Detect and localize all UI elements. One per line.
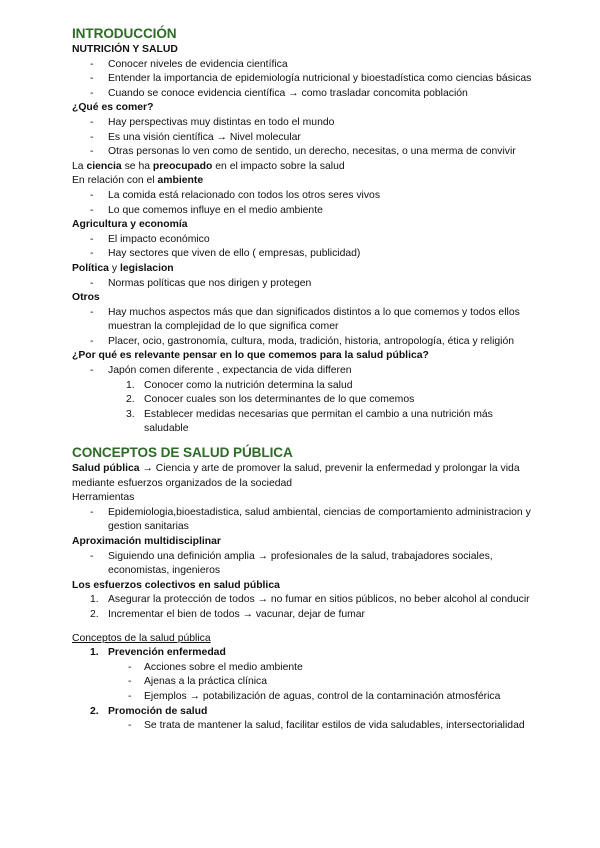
subheading-politica bbox=[72, 262, 532, 277]
subheading-esfuerzos: Los esfuerzos colectivos en salud pública bbox=[72, 579, 280, 591]
numbered-heading bbox=[72, 646, 532, 661]
text-fragment: La bbox=[72, 160, 87, 172]
bold-fragment: Salud pública bbox=[72, 463, 140, 475]
section-title-introduccion: INTRODUCCIÓN bbox=[72, 26, 177, 41]
item-number: 2. bbox=[90, 608, 99, 620]
politica-list bbox=[72, 277, 532, 292]
bold-fragment: legislacion bbox=[119, 262, 174, 274]
list-item: - Conocer niveles de evidencia científica bbox=[72, 58, 532, 73]
numbered-item bbox=[72, 408, 532, 437]
bold-fragment: Política bbox=[72, 262, 109, 274]
promocion-list bbox=[72, 719, 532, 734]
prevencion-list bbox=[72, 661, 532, 705]
nutricion-list bbox=[72, 58, 532, 102]
list-item: - Acciones sobre el medio ambiente bbox=[72, 661, 532, 676]
otros-list bbox=[72, 306, 532, 350]
aproximacion-list bbox=[72, 550, 532, 579]
salud-publica-definition bbox=[72, 462, 532, 491]
item-text: Conocer cuales son los determinantes de lo que comemos bbox=[144, 394, 415, 406]
item-number: 1. bbox=[90, 647, 99, 659]
bold-fragment: ambiente bbox=[157, 175, 204, 187]
item-number: 2. bbox=[90, 705, 99, 717]
item-text: Asegurar la protección de todos → no fumar en sitios públicos, no beber alcohol al conducir bbox=[108, 594, 530, 606]
list-item: - El impacto económico bbox=[72, 233, 532, 248]
item-number: 1. bbox=[126, 379, 135, 391]
document-page bbox=[72, 25, 532, 734]
section-title-conceptos: CONCEPTOS DE SALUD PÚBLICA bbox=[72, 445, 293, 461]
text-fragment: y bbox=[108, 262, 120, 274]
numbered-heading bbox=[72, 705, 532, 720]
relevante-list bbox=[72, 364, 532, 379]
subheading-aproximacion: Aproximación multidisciplinar bbox=[72, 536, 221, 547]
list-item: - Hay sectores que viven de ello ( empresas, publicidad) bbox=[72, 247, 532, 262]
item-text: Conocer como la nutrición determina la salud bbox=[144, 379, 353, 391]
subheading-conceptos-salud-publica: Conceptos de la salud pública bbox=[72, 632, 211, 644]
comer-list bbox=[72, 116, 532, 160]
ambiente-line bbox=[72, 174, 532, 189]
list-item: - Siguiendo una definición amplia → profesionales de la salud, trabajadores sociales, economistas, ingenieros bbox=[72, 550, 532, 579]
ambiente-list bbox=[72, 189, 532, 218]
numbered-item bbox=[72, 608, 532, 623]
list-item: - Es una visión científica → Nivel molecular bbox=[72, 131, 532, 146]
herramientas-list bbox=[72, 506, 532, 535]
numbered-item bbox=[72, 393, 532, 408]
item-number: 3. bbox=[126, 408, 135, 420]
subheading-que-es-comer: ¿Qué es comer? bbox=[72, 102, 154, 114]
list-item: - Lo que comemos influye en el medio ambiente bbox=[72, 204, 532, 219]
item-text: Incrementar el bien de todos → vacunar, dejar de fumar bbox=[108, 608, 366, 620]
text-fragment: → Ciencia y arte de promover la salud, prevenir la enfermedad y prolongar la vida mediante esfuerzos organizados de la sociedad bbox=[72, 463, 520, 489]
list-item: - Otras personas lo ven como de sentido, un derecho, necesitas, o una merma de convivir bbox=[72, 145, 532, 160]
item-number: 2. bbox=[126, 394, 135, 406]
promocion-heading-list bbox=[72, 705, 532, 720]
spacer bbox=[72, 623, 532, 632]
numbered-item bbox=[72, 379, 532, 394]
subheading-agricultura: Agricultura y economía bbox=[72, 219, 188, 231]
text-fragment: en el impacto sobre la salud bbox=[212, 160, 345, 172]
list-item: - Ejemplos → potabilización de aguas, control de la contaminación atmosférica bbox=[72, 690, 532, 705]
agricultura-list bbox=[72, 233, 532, 262]
item-text: Establecer medidas necesarias que permitan el cambio a una nutrición más saludable bbox=[144, 408, 493, 435]
list-item: - Hay muchos aspectos más que dan significados distintos a lo que comemos y todos ellos muestran la complejidad de lo que significa comer bbox=[72, 306, 532, 335]
prevencion-heading-list bbox=[72, 646, 532, 661]
subheading-otros: Otros bbox=[72, 292, 100, 304]
list-item: - Placer, ocio, gastronomía, cultura, moda, tradición, historia, antropología, ética y religión bbox=[72, 335, 532, 350]
list-item: - Hay perspectivas muy distintas en todo el mundo bbox=[72, 116, 532, 131]
list-item: - Se trata de mantener la salud, facilitar estilos de vida saludables, intersectorialidad bbox=[72, 719, 532, 734]
item-text: Prevención enfermedad bbox=[108, 647, 226, 659]
relevante-numbered-list bbox=[72, 379, 532, 437]
list-item: - La comida está relacionado con todos los otros seres vivos bbox=[72, 189, 532, 204]
text-fragment: En relación con el bbox=[72, 175, 158, 187]
subheading-nutricion-salud: NUTRICIÓN Y SALUD bbox=[72, 44, 178, 55]
list-item: - Japón comen diferente , expectancia de vida differen bbox=[72, 364, 532, 379]
subheading-por-que-relevante: ¿Por qué es relevante pensar en lo que comemos para la salud pública? bbox=[72, 350, 429, 362]
numbered-item bbox=[72, 593, 532, 608]
list-item: - Entender la importancia de epidemiología nutricional y bioestadística como ciencias básicas bbox=[72, 72, 532, 87]
list-item: - Ajenas a la práctica clínica bbox=[72, 675, 532, 690]
bold-fragment: ciencia bbox=[86, 160, 122, 172]
esfuerzos-numbered-list bbox=[72, 593, 532, 622]
text-fragment: se ha bbox=[121, 160, 153, 172]
subheading-herramientas: Herramientas bbox=[72, 492, 135, 504]
list-item: - Normas políticas que nos dirigen y protegen bbox=[72, 277, 532, 292]
list-item: - Epidemiologia,bioestadistica, salud ambiental, ciencias de comportamiento administracion y gestion sanitarias bbox=[72, 506, 532, 535]
list-item: - Cuando se conoce evidencia científica → como trasladar concomita población bbox=[72, 87, 532, 102]
ciencia-line bbox=[72, 160, 532, 175]
item-number: 1. bbox=[90, 594, 99, 606]
item-text: Promoción de salud bbox=[108, 705, 208, 717]
bold-fragment: preocupado bbox=[152, 160, 213, 172]
